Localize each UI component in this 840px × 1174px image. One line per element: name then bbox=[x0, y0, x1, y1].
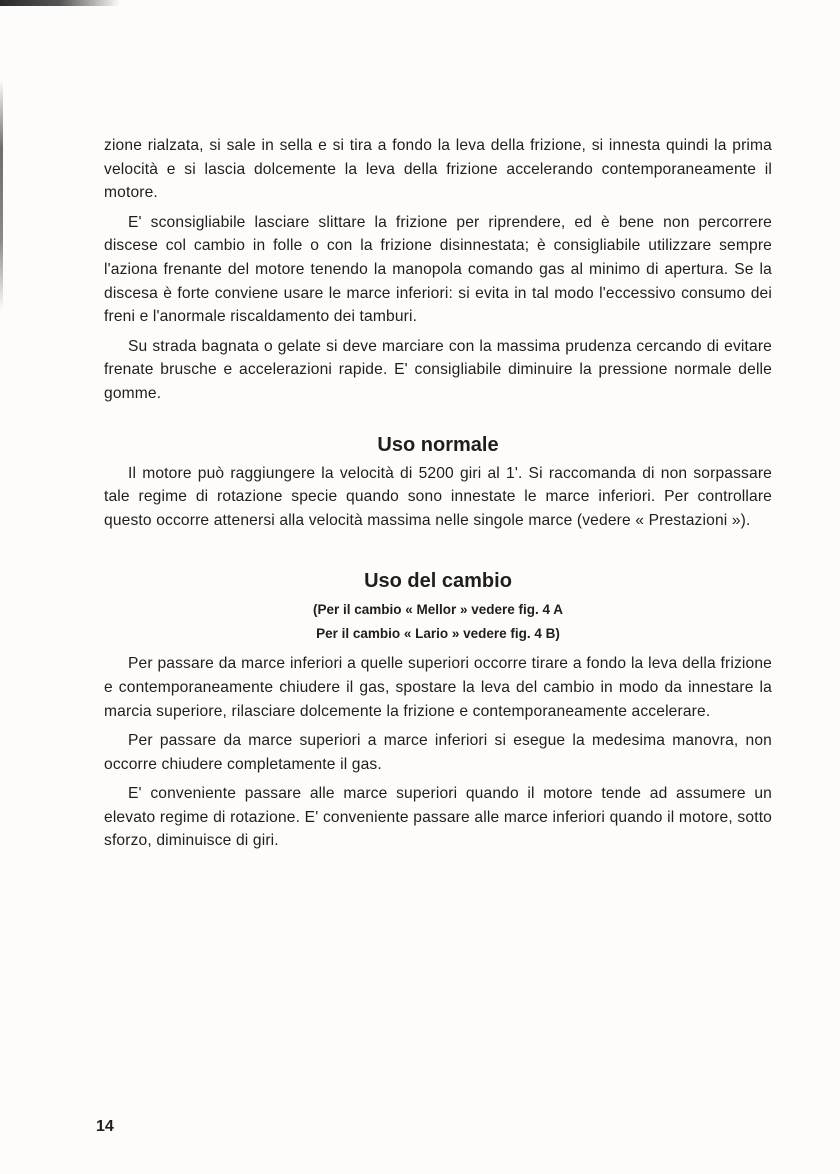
paragraph-shift-timing: E' conveniente passare alle marce superiori quando il motore tende ad assumere un elevato regime di rotazione. E' conveniente passare alle marce inferiori quando il motore, sotto sforzo, diminuisce di giri. bbox=[104, 785, 772, 850]
section-heading-uso-cambio: Uso del cambio bbox=[364, 570, 512, 593]
figure-reference-mellor: (Per il cambio « Mellor » vedere fig. 4 A bbox=[312, 602, 564, 618]
paragraph-continued: zione rialzata, si sale in sella e si tira a fondo la leva della frizione, si innesta quindi la prima velocità e si lascia dolcemente la leva della frizione accelerando contemporaneamente il motore. bbox=[104, 137, 772, 202]
paragraph-uso-normale: Il motore può raggiungere la velocità di 5200 giri al 1'. Si raccomanda di non sorpassare tale regime di rotazione specie quando sono innestate le marce inferiori. Per controllare questo occorre attenersi alla velocità massima nelle singole marce (vedere « Prestazioni »). bbox=[104, 464, 772, 529]
paragraph-clutch-advice: E' sconsigliabile lasciare slittare la frizione per riprendere, ed è bene non percorrere discese col cambio in folle o con la frizione disinnestata; è consigliabile utilizzare sempre l'aziona frenante del motore tenendo la manopola comando gas al minimo di apertura. Se la discesa è forte conviene usare le marce inferiori: si evita in tal modo l'eccessivo consumo dei freni e l'anormale riscaldamento dei tamburi. bbox=[104, 213, 772, 326]
figure-reference-lario: Per il cambio « Lario » vedere fig. 4 B) bbox=[316, 626, 560, 642]
scan-edge-mark bbox=[0, 0, 120, 6]
section-heading-uso-normale: Uso normale bbox=[377, 433, 499, 456]
paragraph-downshift: Per passare da marce superiori a marce inferiori si esegue la medesima manovra, non occorre chiudere completamente il gas. bbox=[104, 732, 772, 773]
page-number: 14 bbox=[96, 1118, 114, 1135]
paragraph-wet-road: Su strada bagnata o gelate si deve marciare con la massima prudenza cercando di evitare frenate brusche e accelerazioni rapide. E' consigliabile diminuire la pressione normale delle gomme. bbox=[104, 337, 772, 402]
page-content bbox=[104, 134, 772, 859]
binding-edge-mark bbox=[0, 80, 3, 310]
paragraph-upshift: Per passare da marce inferiori a quelle superiori occorre tirare a fondo la leva della frizione e contemporaneamente chiudere il gas, spostare la leva del cambio in modo da innestare la marcia superiore, rilasciare dolcemente la frizione e contemporaneamente accelerare. bbox=[104, 655, 772, 720]
